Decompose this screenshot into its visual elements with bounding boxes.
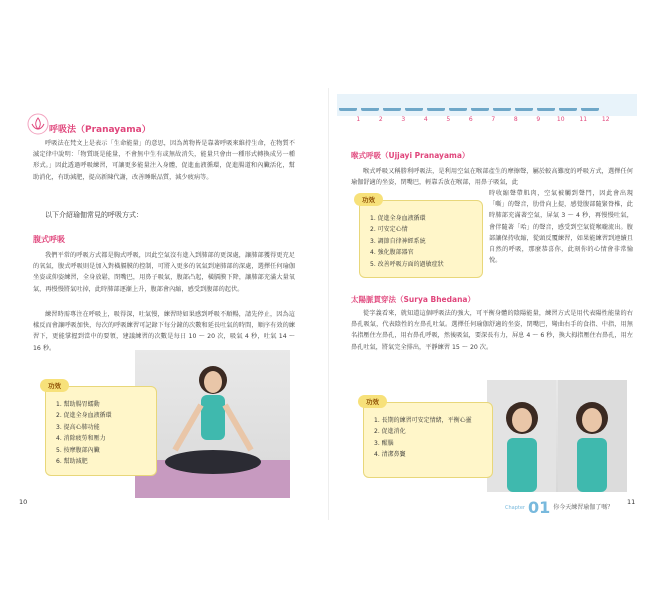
pose-figure-icon (427, 101, 445, 111)
nostril-breathing-photos (487, 380, 627, 492)
pose-figure-icon (383, 101, 401, 111)
benefits-tag: 功效 (358, 395, 387, 408)
list-item: 1. 促進全身血液循環 (370, 215, 426, 222)
chapter-title: 你今天練習瑜伽了嗎？ (553, 504, 614, 511)
section-title-ujjayi: 喉式呼吸（Ujjayi Pranayama） (351, 151, 470, 160)
list-item: 6. 幫助減肥 (56, 458, 88, 466)
benefits-tag: 功效 (40, 379, 69, 392)
pose-number: 10 (556, 116, 565, 123)
pose-figure-icon (537, 101, 555, 111)
pose-number: 3 (401, 116, 406, 123)
pose-number: 11 (579, 116, 588, 123)
pose-numbers (347, 116, 617, 123)
list-item: 4. 強化腹部器官 (370, 249, 414, 257)
section-body: 從字義看來，就知道這個呼吸法的強大，可平衡身體的陰陽能量，練習方式是用代表陽性能量的右鼻孔吸氣，代表陰性的左鼻孔吐氣。選擇任何瑜伽舒適的坐姿，閉嘴巴，彎曲右手的食指、中指，用無名指壓住左鼻孔，用右鼻孔呼吸，然後吸氣，要深長有力，屏息 4 ～ 6 秒，換大拇指壓住右鼻孔，用左鼻孔吐氣，將氣完全排出，平靜練習 15 ～ 20 次。 (351, 310, 633, 351)
list-item: 5. 改善呼吸方面的過敏症狀 (370, 260, 444, 268)
list-item: 1. 長期的練習可安定情緒，平衡心靈 (374, 417, 472, 424)
benefits-list (370, 213, 474, 270)
pose-number: 8 (513, 116, 518, 123)
pose-number: 4 (423, 116, 428, 123)
pose-figure-icon (339, 101, 357, 111)
intro-subtitle: 以下介紹瑜伽常見的呼吸方式： (45, 211, 143, 219)
list-item: 4. 消除疲勞和壓力 (56, 435, 106, 443)
pose-number: 1 (356, 116, 361, 123)
pose-figure-icon (471, 101, 489, 111)
list-item: 2. 促進消化 (374, 428, 406, 436)
pose-figure-icon (559, 101, 577, 111)
benefits-list (56, 399, 148, 467)
section-body: 我們平常的呼吸方式都是胸式呼吸，因此空氣沒有進入到肺部的更深處，讓肺部獲得更充足的氧氣，腹式呼吸則是加入對橫膈膜的控制，可將入更多的氧氣到達肺部的深處，選擇任何瑜伽坐姿或仰姿練習，全身放鬆，閉嘴巴，用鼻子吸氣，腹部凸起，橫膈膜下降，讓肺部充滿大量氧氣，再慢慢將氣吐掉，此時肺部逐漸上升，腹部會內縮，感受到腹部的起伏。 (33, 252, 295, 293)
list-item: 3. 醒腦 (374, 439, 394, 447)
pose-figure-icon (515, 101, 533, 111)
section-body-2: 時收縮聲帶肌肉，空氣被觸到聲門，因此會出現「嘶」的聲音，肋骨向上提，感覺腹部隨緊脊椎，此時肺部充滿著空氣，屏氣 3 ～ 4 秒，再慢慢吐氣，會伴隨著「哈」的聲音，感受到空氣從喉嚨流出。腹部讓保持收縮，從頭反覆練習，如果能練習到連續且自然的呼吸，那麼恭喜你，此刻你的心情會非常愉悅。 (489, 190, 633, 265)
meditation-photo (135, 350, 290, 498)
benefits-list (374, 415, 484, 461)
pose-number: 6 (468, 116, 473, 123)
benefits-tag: 功效 (354, 193, 383, 206)
pose-figure-icon (449, 101, 467, 111)
list-item: 5. 按摩腹部內臟 (56, 446, 100, 454)
pose-figure-icon (405, 101, 423, 111)
list-item: 4. 清潔鼻竇 (374, 451, 406, 459)
section-body: 喉式呼吸又稱勝利呼吸法，是利用空氣在喉部產生的摩擦聲，屬於較高難度的呼吸方式，選擇任何瑜伽舒適的坐姿，閉嘴巴，輕靠舌放在喉部，用鼻子吸氣，此 (351, 168, 633, 187)
pose-figure-icon (581, 101, 599, 111)
page-number: 10 (19, 498, 28, 506)
lotus-icon (27, 113, 49, 135)
section-title-surya-bhedana: 太陽脈貫穿法（Surya Bhedana） (351, 295, 475, 304)
pose-number: 5 (446, 116, 451, 123)
pose-number: 2 (378, 116, 383, 123)
left-page (5, 88, 328, 520)
section-title-abdominal-breathing: 腹式呼吸 (33, 235, 65, 244)
page-title: 呼吸法（Pranayama） (49, 125, 151, 135)
benefits-box (359, 196, 483, 278)
list-item: 2. 可安定心情 (370, 226, 408, 234)
list-item: 3. 提高心肺功能 (56, 423, 100, 431)
right-page (329, 88, 652, 520)
pose-number: 9 (536, 116, 541, 123)
benefits-box (45, 382, 157, 476)
pose-figure-icon (361, 101, 379, 111)
list-item: 3. 調節自律神經系統 (370, 237, 426, 245)
list-item: 1. 幫助腸胃蠕動 (56, 401, 100, 408)
benefits-box-2 (363, 398, 493, 478)
list-item: 2. 促進全身血液循環 (56, 412, 112, 420)
section-body-2: 練習時需專注在呼吸上，吸得深，吐氣慢，練習時如果感到呼吸不順暢，請先停止，因為這樣反而會讓呼吸加快，每次的呼吸練習可記錄下每分鐘的次數和延長吐氣的時間，順序有效的練習下，更能掌握到當中的要領，建議練習的次數是每日 10 ～ 20 次，吸氣 4 秒，吐氣 14 ～ 16 秒。 (33, 311, 295, 352)
pose-sequence-strip (337, 94, 637, 116)
pose-number: 12 (601, 116, 610, 123)
page-number: 11 (627, 498, 636, 506)
chapter-footer (505, 498, 613, 517)
chapter-label: Chapter (505, 505, 525, 511)
pose-figure-icon (493, 101, 511, 111)
pose-number: 7 (491, 116, 496, 123)
chapter-number: 01 (528, 498, 551, 517)
intro-paragraph: 呼吸法在梵文上是表示「生命能量」的意思，因為萬物皆是靠著呼吸來維持生命，在物質不滅定律中說明：「物質既是能量，不會無中生有或無故消失，能量只會由一種形式轉換成另一種形式。」因此透過呼吸練習，可讓更多能量注入身體，促進血液循環，促進腸道和內臟活化，幫助消化，有助減肥，提高新陳代謝，改善睡眠品質，減少疲病等。 (33, 140, 295, 181)
